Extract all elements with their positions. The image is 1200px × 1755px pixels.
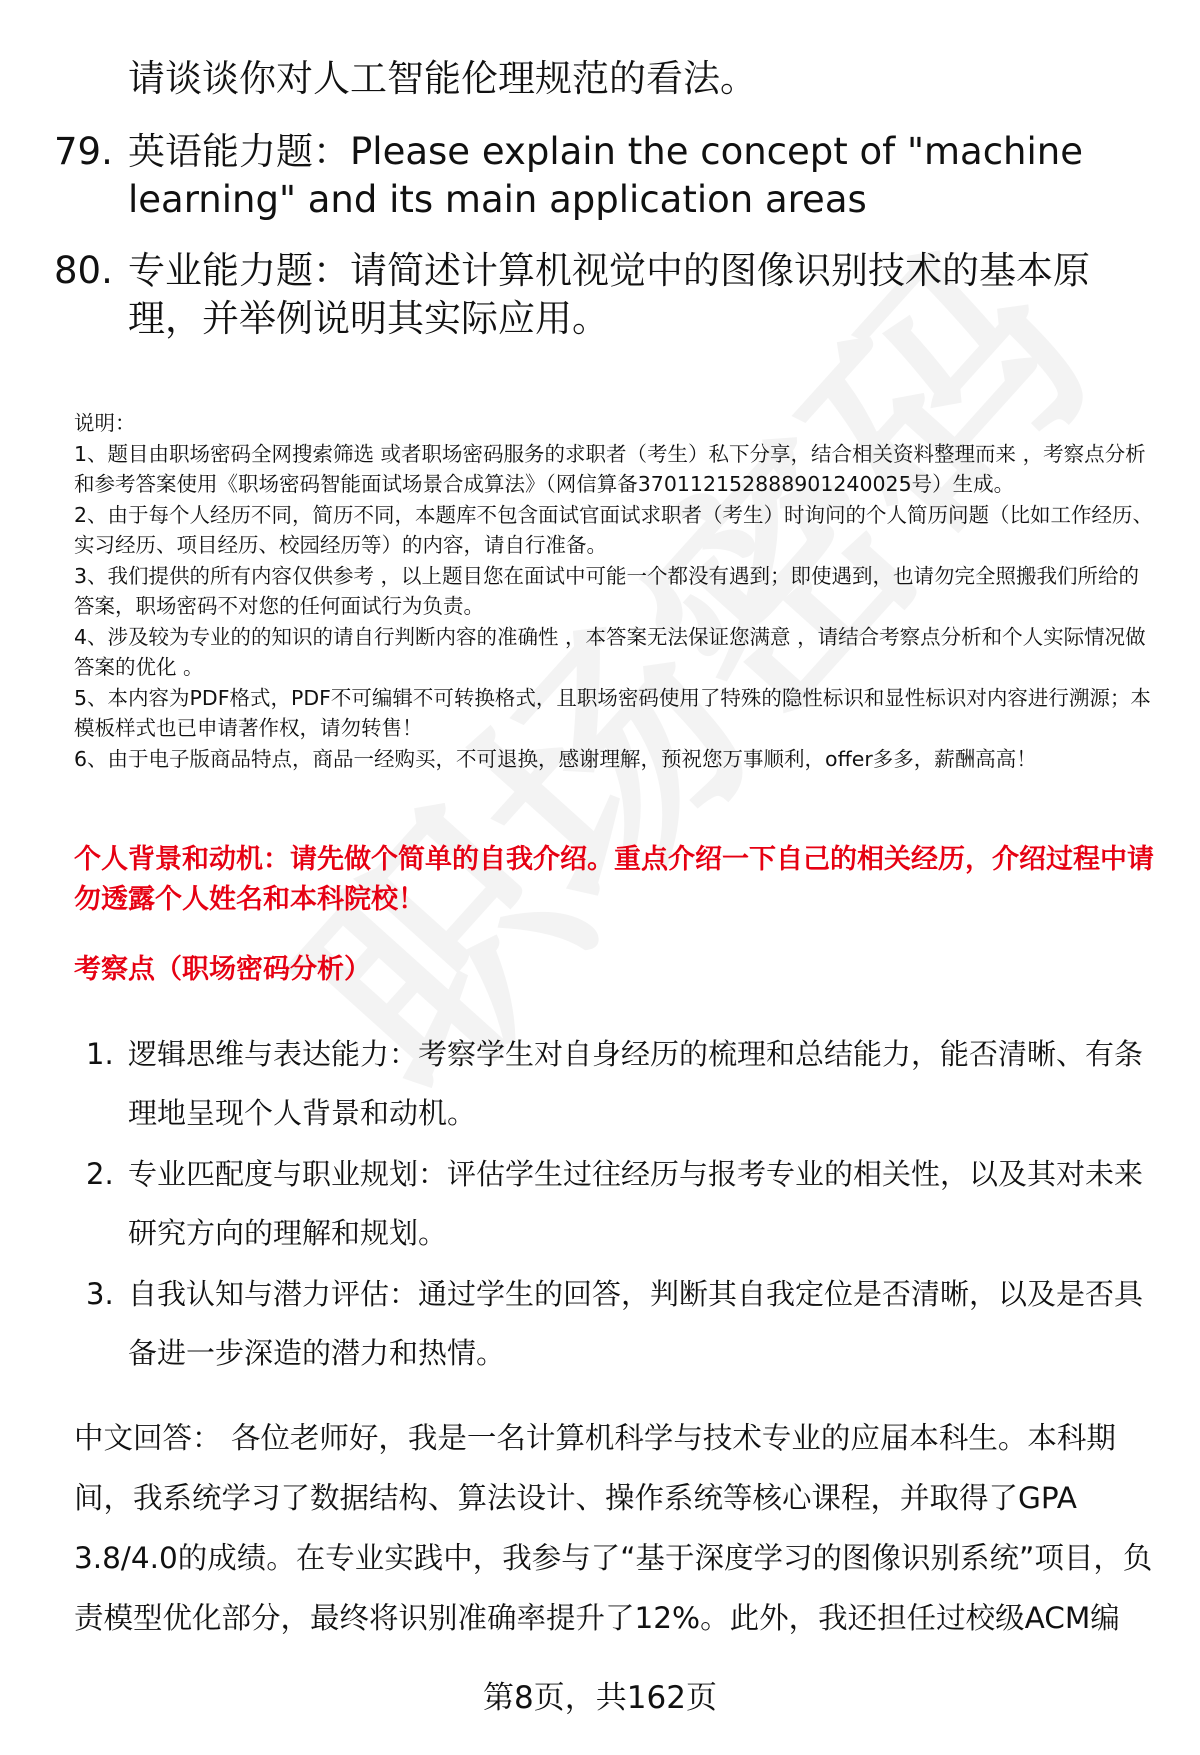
interview-question: 个人背景和动机：请先做个简单的自我介绍。重点介绍一下自己的相关经历，介绍过程中请勿透露个人姓名和本科院校！ [74,844,1154,915]
analysis-point [86,1145,1166,1263]
point-text: 逻辑思维与表达能力：考察学生对自身经历的梳理和总结能力，能否清晰、有条理地呈现个人背景和动机。 [128,1037,1144,1130]
analysis-heading: 考察点（职场密码分析） [74,954,371,985]
point-number: 2. [86,1157,114,1191]
question-79 [54,128,1104,224]
analysis-points [86,1025,1166,1385]
page-footer: 第8页，共162页 [483,1680,717,1716]
chinese-answer: 中文回答： 各位老师好，我是一名计算机科学与技术专业的应届本科生。本科期间，我系统学习了数据结构、算法设计、操作系统等核心课程，并取得了GPA 3.8/4.0的成绩。在专业实践中，我参与了“基于深度学习的图像识别系统”项目，负责模型优化部分，最终将识别准确率提升了12%。此外，我还担任过校级ACM编 [74,1421,1153,1635]
analysis-point [86,1025,1166,1143]
notes-title: 说明： [74,411,136,435]
note-item: 5、本内容为PDF格式，PDF不可编辑不可转换格式，且职场密码使用了特殊的隐性标识和显性标识对内容进行溯源；本模板样式也已申请著作权，请勿转售！ [74,685,1151,740]
point-number: 1. [86,1037,114,1071]
question-text: 英语能力题：Please explain the concept of "machine learning" and its main application areas [128,130,1083,221]
point-text: 专业匹配度与职业规划：评估学生过往经历与报考专业的相关性，以及其对未来研究方向的理解和规划。 [128,1157,1144,1250]
analysis-point [86,1265,1166,1383]
question-number: 80. [54,249,113,292]
note-item: 4、涉及较为专业的的知识的请自行判断内容的准确性 ，本答案无法保证您满意 ，请结合考察点分析和个人实际情况做答案的优化 。 [74,624,1146,679]
note-item: 3、我们提供的所有内容仅供参考 ，以上题目您在面试中可能一个都没有遇到；即使遇到，也请勿完全照搬我们所给的答案，职场密码不对您的任何面试行为负责。 [74,563,1140,618]
question-text: 专业能力题：请简述计算机视觉中的图像识别技术的基本原理，并举例说明其实际应用。 [128,249,1090,340]
question-number: 79. [54,130,113,173]
point-text: 自我认知与潜力评估：通过学生的回答，判断其自我定位是否清晰，以及是否具备进一步深造的潜力和热情。 [128,1277,1144,1370]
notes-section [74,408,1158,774]
note-item: 1、题目由职场密码全网搜索筛选 或者职场密码服务的求职者（考生）私下分享，结合相关资料整理而来 ，考察点分析和参考答案使用《职场密码智能面试场景合成算法》（网信算备370112152888901240025号）生成。 [74,441,1146,496]
note-item: 2、由于每个人经历不同，简历不同，本题库不包含面试官面试求职者（考生）时询问的个人简历问题（比如工作经历、实习经历、项目经历、校园经历等）的内容，请自行准备。 [74,502,1154,557]
point-number: 3. [86,1277,114,1311]
note-item: 6、由于电子版商品特点，商品一经购买，不可退换，感谢理解，预祝您万事顺利，offer多多，薪酬高高！ [74,746,1037,771]
question-80 [54,247,1104,343]
previous-question-tail: 请谈谈你对人工智能伦理规范的看法。 [128,57,757,100]
